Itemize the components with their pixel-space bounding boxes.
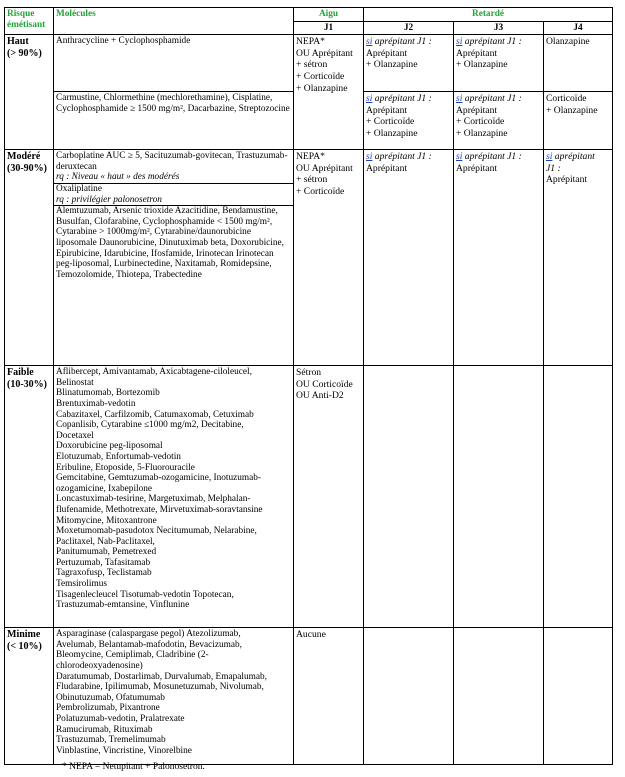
header-j1: J1 — [294, 21, 364, 35]
condition-text: aprépitant J1 : — [372, 151, 432, 163]
molecules-minime — [54, 628, 294, 765]
risk-label: Minime — [7, 629, 41, 641]
risk-haut — [5, 35, 54, 150]
drug-line: + Olanzapine — [456, 127, 508, 139]
j1-line: OU Aprépitant — [296, 47, 353, 59]
si-link[interactable]: si — [456, 93, 463, 105]
header-risk: Risque émétisant — [5, 8, 54, 35]
molecules-modere-b: Oxaliplatine — [54, 183, 293, 195]
risk-pct: (30-90%) — [7, 163, 47, 175]
molecule-line: Aflibercept, Amivantamab, Axicabtagene-ciloleucel, — [56, 367, 252, 378]
risk-pct: (10-30%) — [7, 379, 47, 391]
molecule-line: Elotuzumab, Enfortumab-vedotin — [56, 451, 181, 462]
j1-modere — [294, 150, 364, 366]
condition-text: aprépitant J1 : — [372, 93, 432, 105]
risk-pct: (> 90%) — [7, 48, 42, 60]
drug-line: Aprépitant — [366, 104, 408, 116]
drug-line: + Olanzapine — [366, 127, 418, 139]
si-link[interactable]: si — [546, 151, 553, 163]
condition-text: aprépitant J1 : — [462, 93, 522, 105]
condition-text: aprépitant J1 : — [462, 151, 522, 163]
molecule-line: Paclitaxel, Nab-Paclitaxel, — [56, 536, 155, 547]
molecule-line: ozogamicine, Ixabepilone — [56, 483, 153, 494]
molecule-line: Mitomycine, Mitoxantrone — [56, 515, 157, 526]
molecule-line: Bleomycine, Cemiplimab, Cladribine (2- — [56, 650, 209, 661]
molecules-haut-2: Carmustine, Chlormethine (mechlorethamine), Cisplatine, Cyclophosphamide ≥ 1500 mg/m², Dacarbazine, Streptozocine — [54, 92, 294, 150]
molecule-line: Cabazitaxel, Carfilzomib, Catumaxomab, Cetuximab — [56, 409, 254, 420]
molecule-line: Loncastuximab-tesirine, Margetuximab, Melphalan- — [56, 494, 251, 505]
molecule-line: Daratumumab, Dostarlimab, Durvalumab, Emapalumab, — [56, 671, 267, 682]
j3-modere — [454, 150, 544, 366]
drug-line: Aprépitant — [456, 162, 498, 174]
condition-text: aprépitant J1 : — [462, 36, 522, 48]
j4-haut-2 — [544, 92, 613, 150]
condition-text: aprépitant J1 : — [372, 36, 432, 48]
molecules-modere — [54, 150, 294, 366]
j4-minime — [544, 628, 613, 765]
j2-modere — [364, 150, 454, 366]
j4-modere — [544, 150, 613, 366]
header-j2: J2 — [364, 21, 454, 35]
j1-line: + Olanzapine — [296, 82, 348, 94]
molecule-line: Vinblastine, Vincristine, Vinorelbine — [56, 745, 192, 756]
molecule-line: Obinutuzumab, Ofatumumab — [56, 692, 165, 703]
molecule-line: Asparaginase (calaspargase pegol) Atezolizumab, — [56, 629, 241, 640]
header-aigu: Aigu — [294, 8, 364, 22]
j3-faible — [454, 366, 544, 628]
row-modere — [5, 150, 613, 366]
j2-faible — [364, 366, 454, 628]
j1-line: Sétron — [296, 367, 322, 379]
note-modere-a: rq : Niveau « haut » des modérés — [56, 172, 180, 183]
si-link[interactable]: si — [366, 93, 373, 105]
j1-line: + sétron — [296, 174, 328, 186]
header-row-1 — [5, 8, 613, 22]
j4-faible — [544, 366, 613, 628]
drug-line: + Olanzapine — [546, 104, 598, 116]
molecules-faible — [54, 366, 294, 628]
j3-minime — [454, 628, 544, 765]
j2-minime — [364, 628, 454, 765]
row-haut-1 — [5, 35, 613, 92]
risk-minime — [5, 628, 54, 765]
drug-line: Aprépitant — [366, 162, 408, 174]
risk-label: Modéré — [7, 151, 41, 163]
header-molecules: Molécules — [54, 8, 294, 35]
drug-line: + Corticoïde — [456, 116, 505, 128]
risk-faible — [5, 366, 54, 628]
si-link[interactable]: si — [456, 36, 463, 48]
j4-haut-1 — [544, 35, 613, 92]
j1-line: OU Anti-D2 — [296, 390, 344, 402]
drug-line: Aprépitant — [456, 47, 498, 59]
si-link[interactable]: si — [366, 36, 373, 48]
j1-line: Aucune — [296, 629, 326, 641]
j1-line: + Corticoïde — [296, 185, 345, 197]
molecule-line: Panitumumab, Pemetrexed — [56, 547, 157, 558]
row-minime — [5, 628, 613, 765]
molecule-line: Copanlisib, Cytarabine ≤1000 mg/m2, Decitabine, — [56, 420, 244, 431]
risk-pct: (< 10%) — [7, 641, 42, 653]
molecule-line: Temsirolimus — [56, 579, 107, 590]
risk-label: Haut — [7, 36, 29, 48]
j1-line: OU Corticoïde — [296, 378, 353, 390]
drug-line: Corticoïde — [546, 93, 587, 105]
risk-modere — [5, 150, 54, 366]
molecule-line: Moxetumomab-pasudotox Necitumumab, Nelarabine, — [56, 526, 257, 537]
drug-line: Aprépitant — [366, 47, 408, 59]
drug-line: Aprépitant — [456, 104, 498, 116]
header-j3: J3 — [454, 21, 544, 35]
header-j4: J4 — [544, 21, 613, 35]
molecule-line: Polatuzumab-vedotin, Pralatrexate — [56, 713, 185, 724]
molecules-modere-a: Carboplatine AUC ≥ 5, Sacituzumab-govitecan, Trastuzumab-deruxtecan — [56, 151, 288, 172]
drug-line: Aprépitant — [546, 174, 588, 186]
molecule-line: Gemcitabine, Gemtuzumab-ozogamicine, Inotuzumab- — [56, 473, 261, 484]
molecule-line: Docetaxel — [56, 430, 94, 441]
note-modere-b: rq : privilégier palonosetron — [56, 194, 162, 205]
antiemetic-table — [4, 7, 613, 765]
j2-haut-1 — [364, 35, 454, 92]
molecule-line: Eribuline, Etoposide, 5-Fluorouracile — [56, 462, 195, 473]
j1-haut — [294, 35, 364, 150]
molecules-modere-c: Alemtuzumab, Arsenic trioxide Azacitidine, Bendamustine, Busulfan, Clofarabine, Cyclophosphamide < 1500 mg/m², Cytarabine > 1000mg/m², Cytarabine/daunorubicine liposomale Daunorubicine, Dinutuximab beta, Doxorubicine, Epirubicine, Idarubicine, Ifosfamide, Irinotecan Irinotecan peg-liposomal, Lurbinectedine, Naxitamab, Romidepsine, Temozolomide, Thiotepa, Trabectedine — [54, 205, 293, 280]
header-retarde: Retardé — [364, 8, 613, 22]
molecule-line: Avelumab, Belantamab-mafodotin, Bevacizumab, — [56, 639, 242, 650]
j3-haut-2 — [454, 92, 544, 150]
risk-label: Faible — [7, 367, 34, 379]
molecule-line: Doxorubicine peg-liposomal — [56, 441, 163, 452]
molecule-line: Ramucirumab, Rituximab — [56, 724, 153, 735]
molecule-line: Pembrolizumab, Pixantrone — [56, 703, 160, 714]
molecule-line: Pertuzumab, Tafasitamab — [56, 557, 151, 568]
molecule-line: Belinostat — [56, 377, 94, 388]
drug-line: Olanzapine — [546, 36, 590, 48]
condition-text: aprépitant — [552, 151, 595, 163]
j1-line: NEPA* — [296, 36, 325, 48]
molecule-line: Blinatumomab, Bortezomib — [56, 388, 160, 399]
molecules-haut-1: Anthracycline + Cyclophosphamide — [54, 35, 294, 92]
molecule-line: flufenamide, Methotrexate, Mirvetuximab-soravtansine — [56, 504, 263, 515]
j2-haut-2 — [364, 92, 454, 150]
row-faible — [5, 366, 613, 628]
molecule-line: Tisagenlecleucel Tisotumab-vedotin Topotecan, — [56, 589, 234, 600]
molecule-line: Brentuximab-vedotin — [56, 398, 136, 409]
j1-faible — [294, 366, 364, 628]
j1-minime — [294, 628, 364, 765]
drug-line: + Corticoïde — [366, 116, 415, 128]
footnote: * NEPA = Netupitant + Palonosetron. — [62, 762, 205, 772]
j1-line: + Corticoïde — [296, 70, 345, 82]
si-link[interactable]: si — [366, 151, 373, 163]
molecule-line: Fludarabine, Ipilimumab, Mosunetuzumab, Nivolumab, — [56, 682, 264, 693]
j3-haut-1 — [454, 35, 544, 92]
drug-line: + Olanzapine — [456, 59, 508, 71]
j1-line: + sétron — [296, 59, 328, 71]
si-link[interactable]: si — [456, 151, 463, 163]
molecule-line: chlorodeoxyadenosine) — [56, 660, 143, 671]
j1-line: OU Aprépitant — [296, 162, 353, 174]
condition-text: J1 : — [546, 162, 561, 174]
molecule-line: Trastuzumab, Tremelimumab — [56, 735, 166, 746]
j1-line: NEPA* — [296, 151, 325, 163]
drug-line: + Olanzapine — [366, 59, 418, 71]
molecule-line: Tagraxofusp, Teclistamab — [56, 568, 152, 579]
molecule-line: Trastuzumab-emtansine, Vinflunine — [56, 600, 190, 611]
